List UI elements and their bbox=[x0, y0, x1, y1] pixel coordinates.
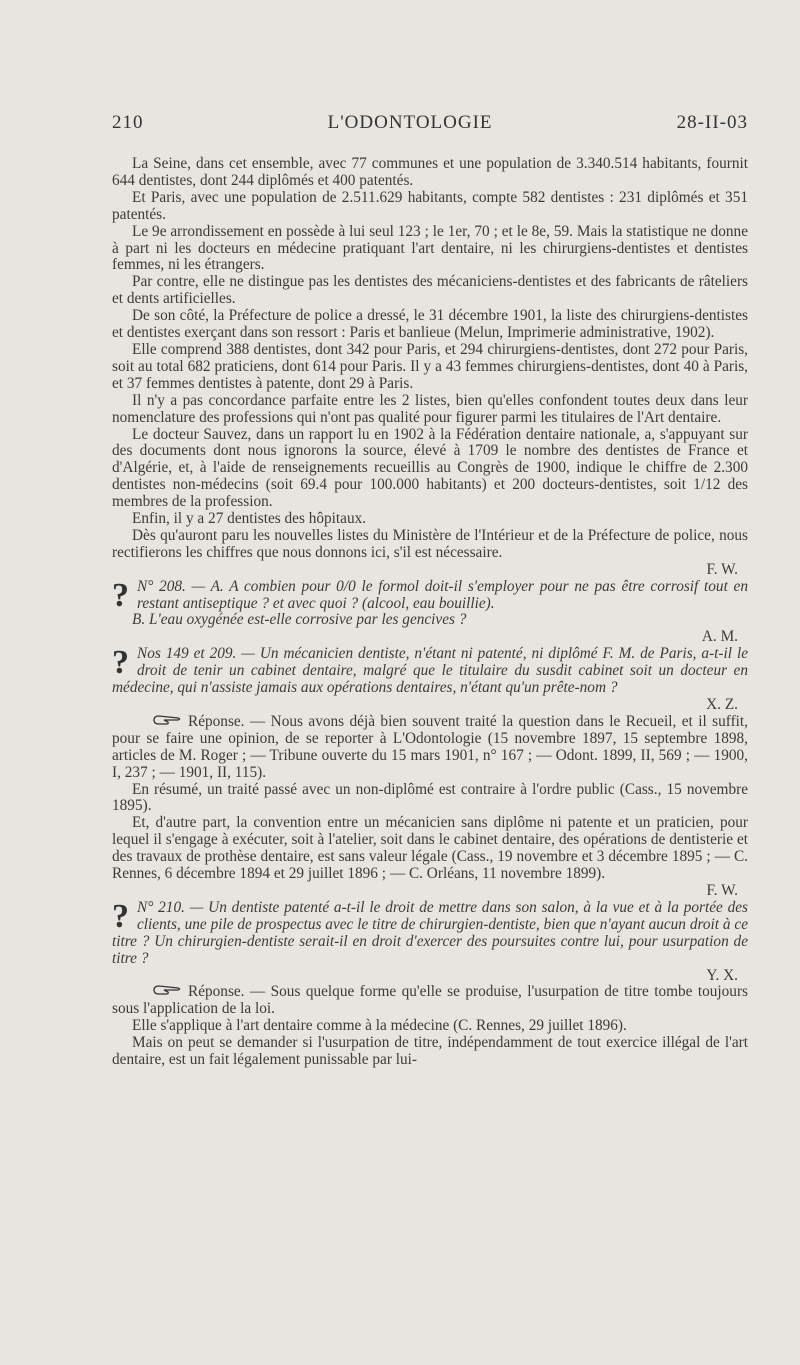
paragraph: Et Paris, avec une population de 2.511.629 habitants, compte 582 dentistes : 231 diplômés et 351 patentés. bbox=[112, 188, 748, 223]
signature: X. Z. bbox=[706, 696, 738, 713]
paragraph: Et, d'autre part, la convention entre un mécanicien sans diplôme ni patente et un praticien, pour lequel il s'engage à exécuter, soit à l'atelier, soit dans le cabinet dentaire, des opérations de dentisterie et des travaux de prothèse dentaire, est sans valeur légale (Cass., 19 novembre et 3 décembre 1895 ; — C. Rennes, 6 décembre 1894 et 29 juillet 1896 ; — C. Orléans, 11 novembre 1899). bbox=[112, 814, 748, 883]
question-text: Nos 149 et 209. — Un mécanicien dentiste, n'étant ni patenté, ni diplômé F. M. de Paris, a-t-il le droit de tenir un cabinet dentaire, malgré que le titulaire du susdit cabinet soit un docteur en médecine, qui n'assiste jamais aux opérations dentaires, n'étant qu'un prête-nom ? bbox=[112, 645, 748, 697]
pointing-hand-icon bbox=[132, 714, 182, 731]
question-text: B. L'eau oxygénée est-elle corrosive par les gencives ? bbox=[132, 611, 467, 629]
pointing-hand-icon bbox=[132, 984, 182, 1001]
paragraph: Le docteur Sauvez, dans un rapport lu en 1902 à la Fédération dentaire nationale, a, s'appuyant sur des documents dont nous ignorons la source, élevé à 1709 le nombre des dentistes de France et d'Algérie, et, à l'aide de renseignements recueillis au Congrès de 1900, indique le chiffre de 2.300 dentistes non-médecins (soit 69.4 pour 100.000 habitants) et 200 docteurs-dentistes, soit 1/12 des membres de la profession. bbox=[112, 425, 748, 511]
answer-text: Réponse. — Nous avons déjà bien souvent traité la question dans le Recueil, et il suffit, pour se faire une opinion, de se reporter à L'Odontologie (15 novembre 1897, 15 septembre 1898, articles de M. Roger ; — Tribune ouverte du 15 mars 1901, n° 167 ; — Odont. 1899, II, 569 ; — 1900, I, 237 ; — 1901, II, 115). bbox=[112, 712, 748, 781]
question-mark-icon: ? bbox=[112, 897, 129, 935]
question-208 bbox=[112, 576, 748, 614]
paragraph: Par contre, elle ne distingue pas les dentistes des mécaniciens-dentistes et des fabricants de râteliers et dents artificielles. bbox=[112, 273, 748, 308]
signature: Y. X. bbox=[706, 966, 738, 984]
answer-210 bbox=[112, 984, 748, 1018]
paragraph: Dès qu'auront paru les nouvelles listes du Ministère de l'Intérieur et de la Préfecture de police, nous rectifierons les chiffres que nous donnons ici, s'il est nécessaire. bbox=[112, 526, 748, 561]
answer-209 bbox=[112, 714, 748, 782]
issue-date: 28-II-03 bbox=[676, 112, 748, 133]
paragraph: Le 9e arrondissement en possède à lui seul 123 ; le 1er, 70 ; et le 8e, 59. Mais la statistique ne donne à part ni les docteurs en médecine pratiquant l'art dentaire, ni les chirurgiens-dentistes et dentistes femmes, ni les étrangers. bbox=[112, 222, 748, 274]
paragraph: Enfin, il y a 27 dentistes des hôpitaux. bbox=[132, 510, 367, 528]
paragraph: Elle comprend 388 dentistes, dont 342 pour Paris, et 294 chirurgiens-dentistes, dont 272 pour Paris, soit au total 682 praticiens, dont 614 pour Paris. Il y a 43 femmes chirurgiens-dentistes, dont 40 à Paris, et 37 femmes dentistes à patente, dont 29 à Paris. bbox=[112, 340, 748, 392]
question-mark-icon: ? bbox=[112, 576, 129, 614]
question-209 bbox=[112, 646, 748, 697]
signature: F. W. bbox=[706, 882, 738, 899]
question-mark-icon: ? bbox=[112, 644, 129, 682]
signature: A. M. bbox=[701, 628, 738, 646]
article-body bbox=[112, 156, 748, 1069]
question-210 bbox=[112, 897, 748, 968]
paragraph: Mais on peut se demander si l'usurpation de titre, indépendamment de tout exercice illégal de l'art dentaire, est un fait légalement punissable par lui- bbox=[112, 1034, 748, 1069]
signature: F. W. bbox=[706, 560, 738, 578]
paragraph: La Seine, dans cet ensemble, avec 77 communes et une population de 3.340.514 habitants, fournit 644 dentistes, dont 244 diplômés et 400 patentés. bbox=[112, 155, 748, 189]
paragraph: De son côté, la Préfecture de police a dressé, le 31 décembre 1901, la liste des chirurgiens-dentistes et dentistes exerçant dans son ressort : Paris et banlieue (Melun, Imprimerie administrative, 1902). bbox=[112, 307, 748, 342]
question-text: N° 208. — A. A combien pour 0/0 le formol doit-il s'employer pour ne pas être corrosif tout en restant antiseptique ? et avec quoi ? (alcool, eau bouillie). bbox=[137, 577, 748, 612]
journal-title: L'ODONTOLOGIE bbox=[327, 112, 493, 133]
paragraph: Elle s'applique à l'art dentaire comme à la médecine (C. Rennes, 29 juillet 1896). bbox=[132, 1017, 627, 1035]
question-part-b bbox=[112, 612, 748, 629]
question-text: N° 210. — Un dentiste patenté a-t-il le droit de mettre dans son salon, à la vue et à la portée des clients, une pile de prospectus avec le titre de chirurgien-dentiste, bien que n'ayant aucun droit à ce titre ? Un chirurgien-dentiste serait-il en droit d'exercer des poursuites contre lui, pour usurpation de titre ? bbox=[112, 898, 748, 967]
page-number: 210 bbox=[112, 112, 144, 133]
page-header bbox=[112, 112, 748, 134]
paragraph: Il n'y a pas concordance parfaite entre les 2 listes, bien qu'elles confondent toutes deux dans leur nomenclature des professions qui n'ont pas qualité pour figurer parmi les titulaires de l'Art dentaire. bbox=[112, 391, 748, 426]
answer-text: Réponse. — Sous quelque forme qu'elle se produise, l'usurpation de titre tombe toujours sous l'application de la loi. bbox=[112, 983, 748, 1018]
paragraph: En résumé, un traité passé avec un non-diplômé est contraire à l'ordre public (Cass., 15 novembre 1895). bbox=[112, 780, 748, 815]
